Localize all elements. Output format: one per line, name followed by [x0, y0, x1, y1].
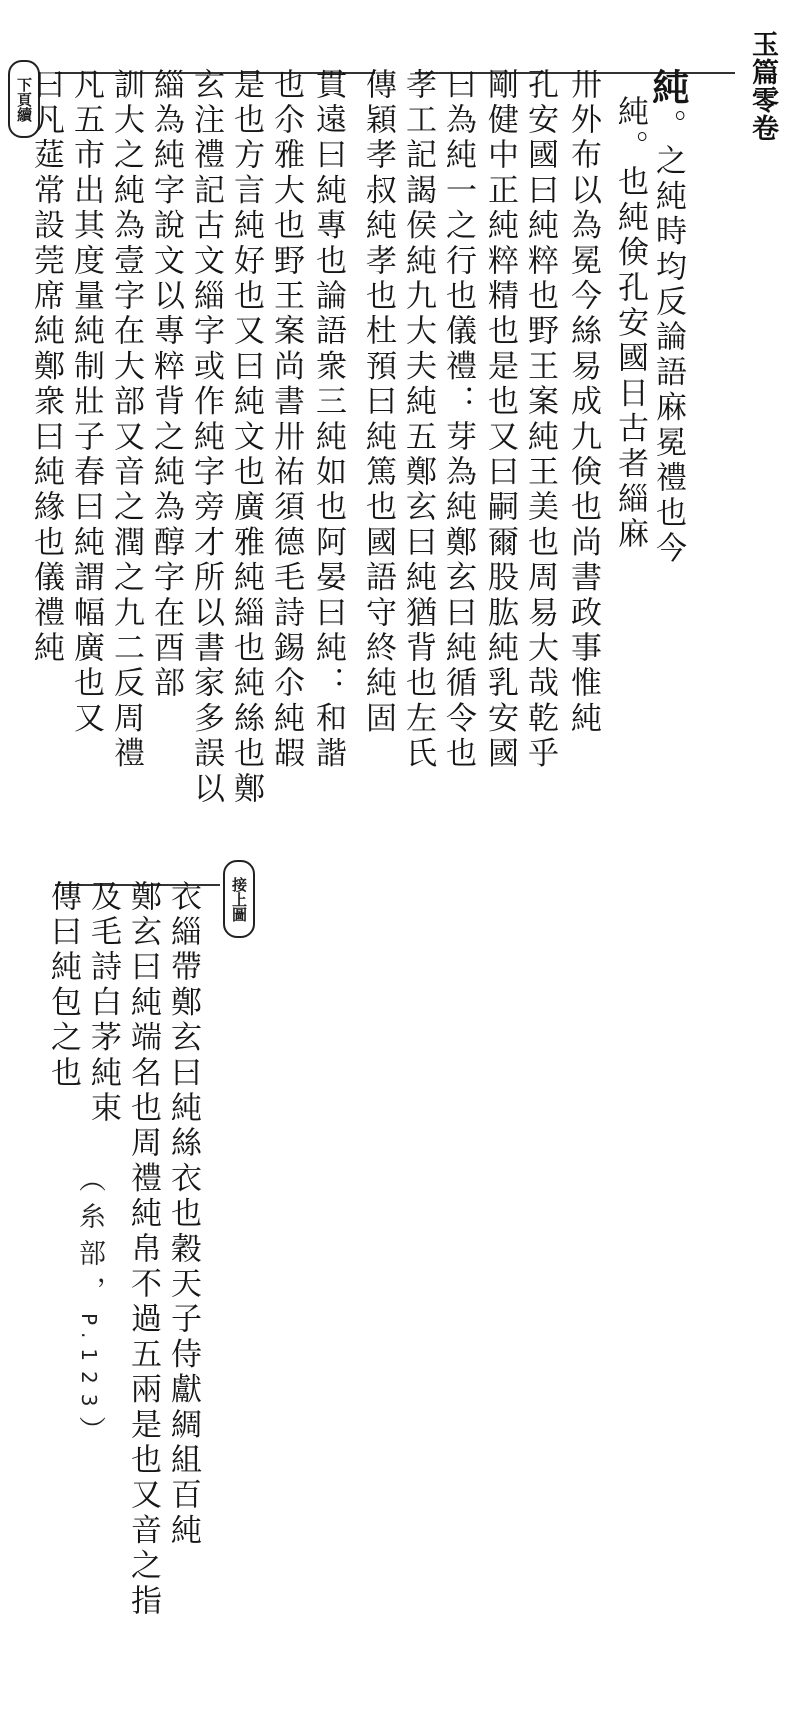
column-text: 。之純時均反論語麻冕禮也今 — [650, 109, 686, 567]
text-column-14: 訓大之純為壹字在大部又音之潤之九二反周禮 — [108, 68, 144, 772]
handwritten-annotation — [70, 1165, 109, 1453]
text-column-12: 玄注禮記古文緇字或作純字旁才所以書家多誤以 — [188, 68, 224, 808]
lower-text-column-3: 及毛詩白茅純束 — [85, 880, 121, 1127]
text-column-4: 孔安國曰純粹也野王案純王美也周易大哉乾乎 — [522, 68, 558, 772]
lower-text-column-2: 鄭玄曰純端名也周禮純帛不過五兩是也又音之指 — [125, 880, 161, 1620]
text-column-1 — [646, 68, 690, 567]
text-column-5: 剛健中正純粹精也是也又曰嗣爾股肱純乳安國 — [482, 68, 518, 772]
text-column-2: 純。也純倹孔安國日古者緇麻 — [612, 95, 648, 553]
text-column-15: 凡五市出其度量純制壯子春曰純謂幅廣也又 — [68, 68, 104, 737]
annotation-text: （糸部， — [74, 1165, 105, 1313]
entry-head-character: 純 — [646, 68, 690, 110]
text-column-13: 緇為純字說文以專粹背之純為醇字在酉部 — [148, 68, 184, 702]
text-column-9: 貫遠曰純專也論語衆三純如也阿晏曰純：和諧 — [310, 68, 346, 772]
text-column-16: 曰凡莚常設莞席純鄭衆曰純緣也儀禮純 — [28, 68, 64, 667]
page-title: 玉篇零卷 — [747, 30, 778, 142]
annotation-close: ） — [74, 1416, 105, 1454]
continued-from-above-mark: 接上圖 — [223, 860, 255, 938]
lower-text-column-1: 衣緇帶鄭玄曰純絲衣也穀天子侍獻綢組百純 — [165, 880, 201, 1549]
continued-next-page-mark: 下頁續 — [8, 60, 40, 138]
text-column-3: 卅外布以為冕今絲易成九倹也尚書政事惟純 — [565, 68, 601, 737]
lower-text-column-4: 傳曰純包之也 — [45, 880, 81, 1092]
text-column-7: 孝工記謁侯純九大夫純五鄭玄曰純猶背也左氏 — [400, 68, 436, 772]
text-column-6: 曰為純一之行也儀禮：芽為純鄭玄曰純循令也 — [440, 68, 476, 772]
text-column-8: 傳穎孝叔純孝也杜預曰純篤也國語守終純固 — [360, 68, 396, 737]
text-column-11: 是也方言純好也又曰純文也廣雅純緇也純絲也鄭 — [228, 68, 264, 808]
annotation-page-ref: P.123 — [77, 1313, 101, 1417]
text-column-10: 也尒雅大也野王案尚書卅祐須德毛詩錫尒純嘏 — [268, 68, 304, 772]
